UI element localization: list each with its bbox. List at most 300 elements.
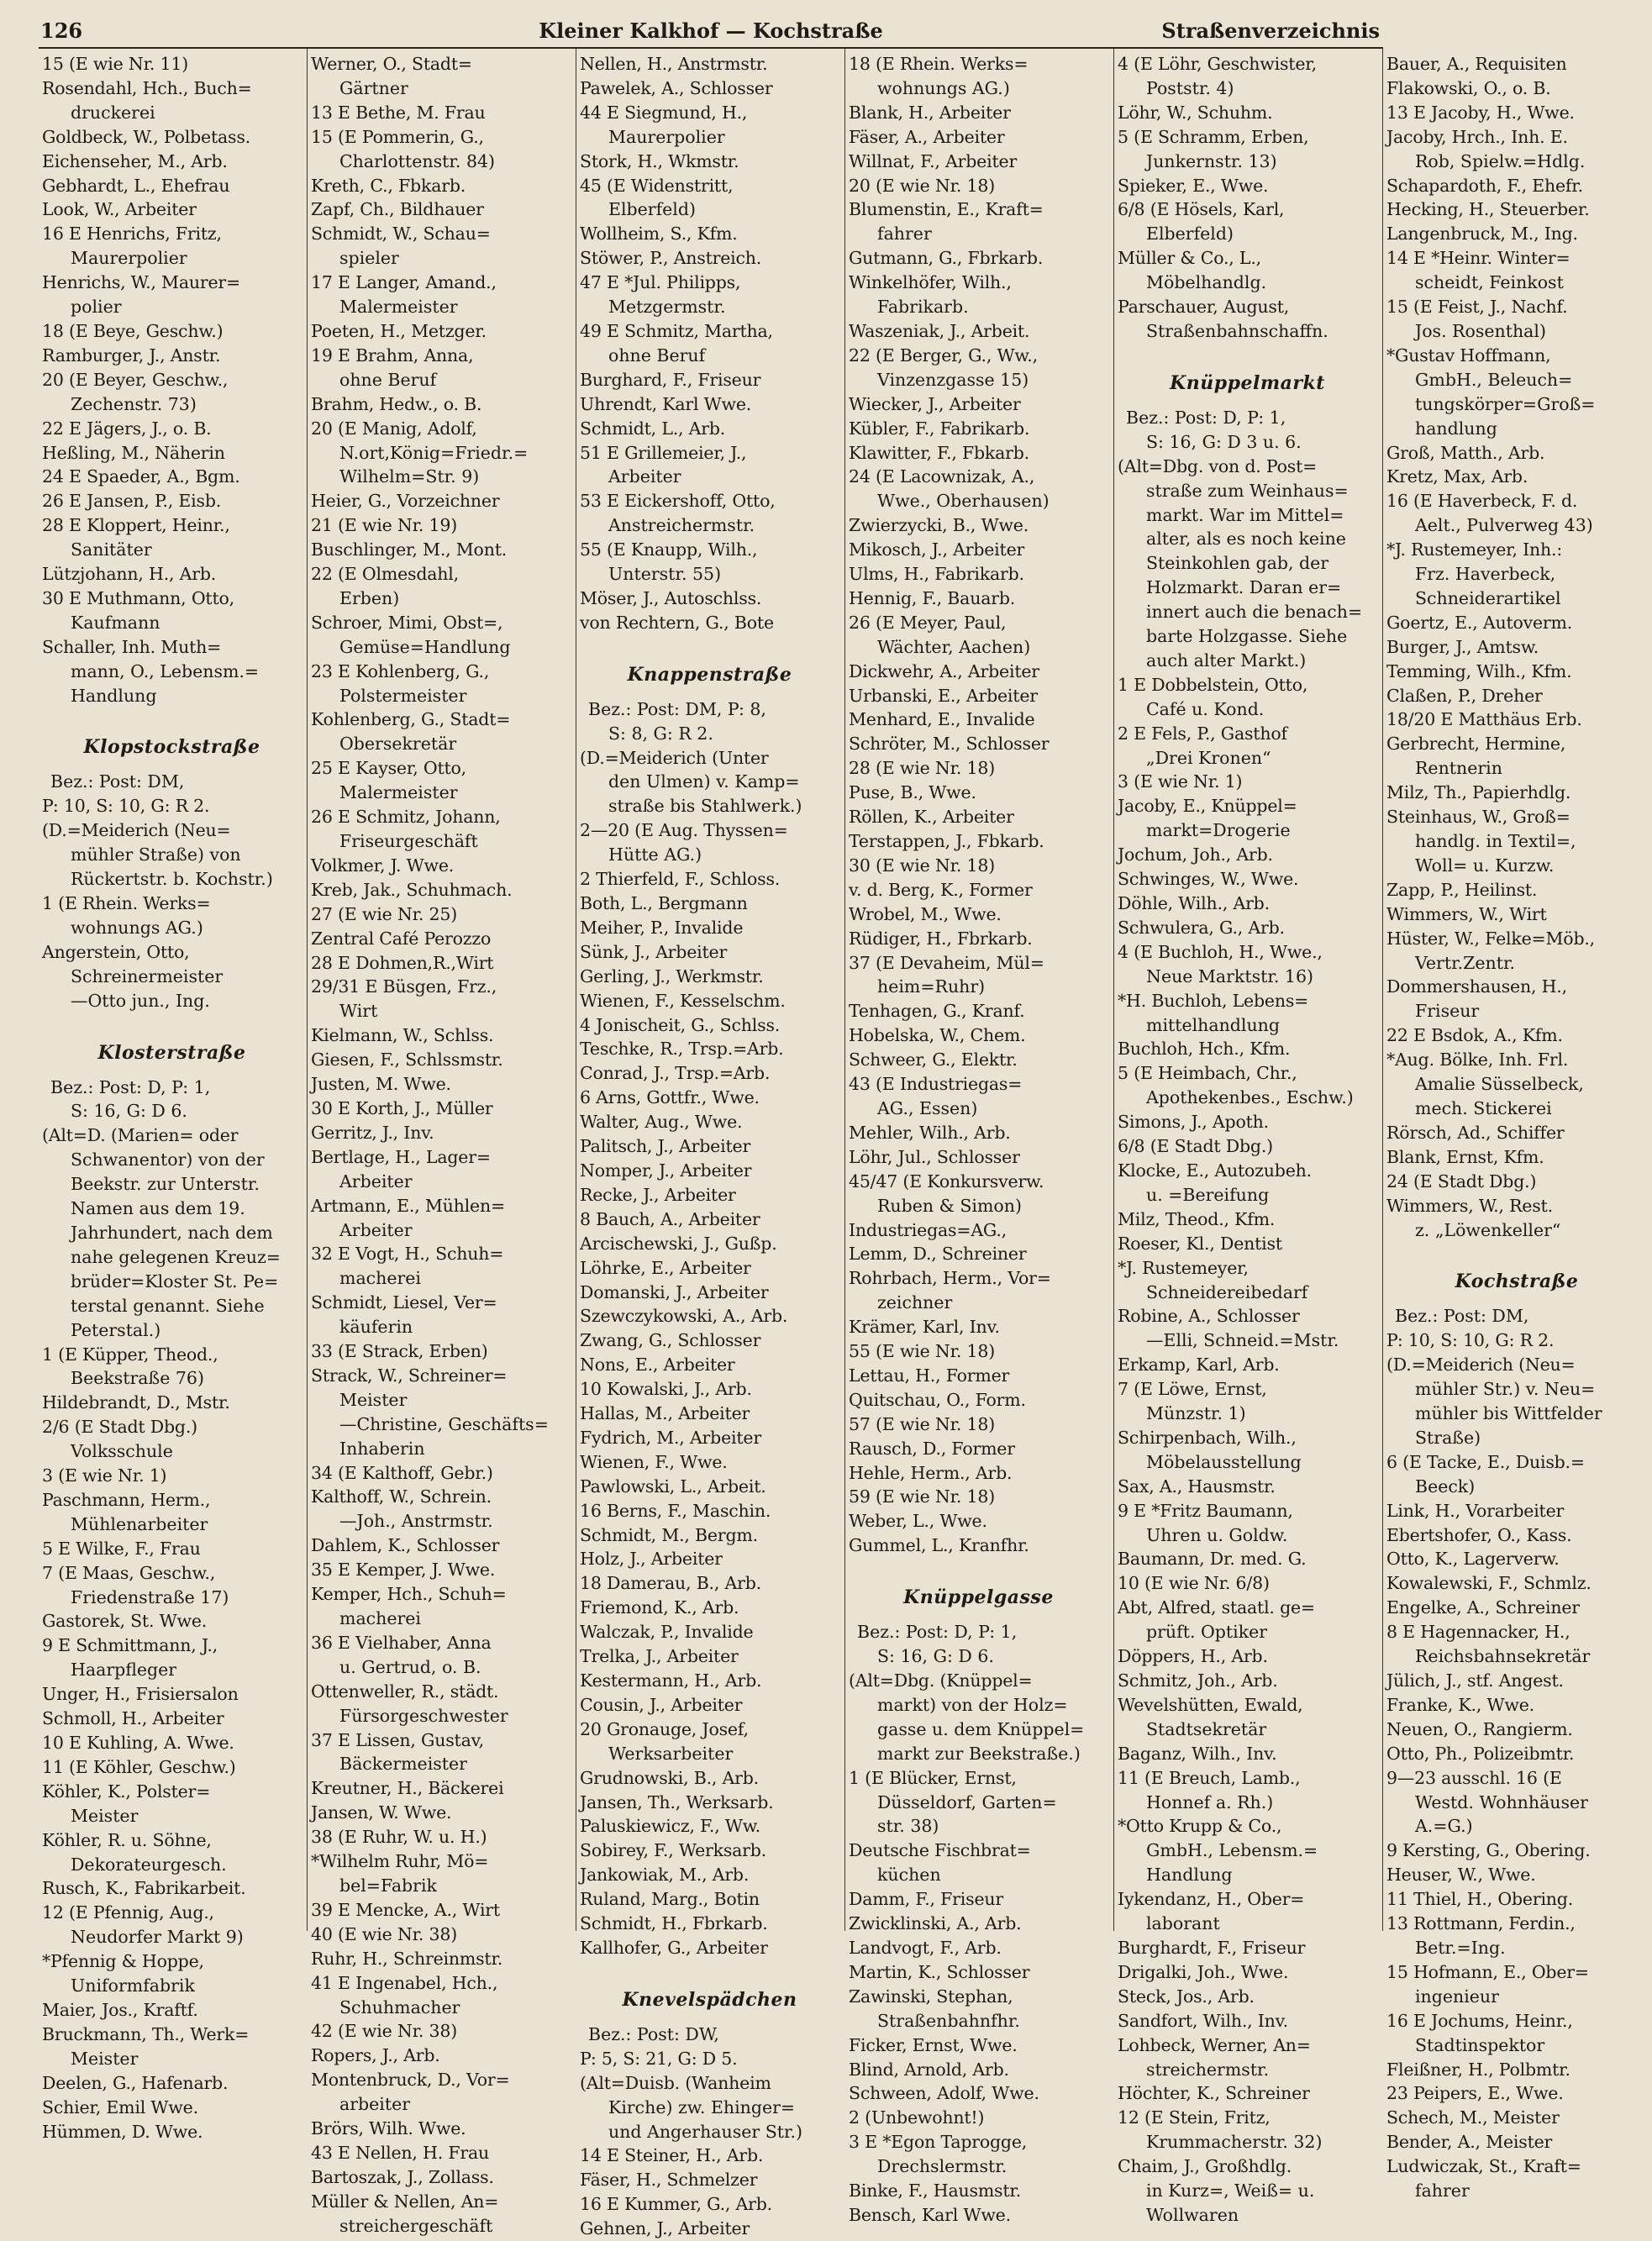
district-info: Bez.: Post: DW, xyxy=(588,2023,719,2044)
entry-line: 11 (E Breuch, Lamb., xyxy=(1118,1767,1301,1788)
entry-line: 2 Thierfeld, F., Schloss. xyxy=(580,869,781,890)
entry-line: Maier, Jos., Kraftf. xyxy=(42,1999,198,2020)
entry-continuation: Volksschule xyxy=(71,1441,173,1462)
district-info: Bez.: Post: DM, P: 8, xyxy=(588,698,766,719)
entry-line: Werner, O., Stadt= xyxy=(311,54,472,74)
entry-continuation: Meister xyxy=(339,1389,408,1410)
entry-continuation: Rentnerin xyxy=(1415,758,1502,779)
entry-continuation: markt zur Beekstraße.) xyxy=(877,1743,1081,1764)
section-title: Straßenverzeichnis xyxy=(1161,18,1380,43)
entry-line: Winkelhöfer, Wilh., xyxy=(849,272,1012,293)
entry-line: Rusch, K., Fabrikarbeit. xyxy=(42,1878,246,1899)
entry-line: Neuen, O., Rangierm. xyxy=(1386,1718,1573,1739)
entry-continuation: den Ulmen) v. Kamp= xyxy=(608,771,800,792)
entry-line: Bartoszak, J., Zollass. xyxy=(311,2166,494,2187)
entry-line: Schier, Emil Wwe. xyxy=(42,2096,198,2117)
entry-line: 7 (E Maas, Geschw., xyxy=(42,1562,216,1583)
entry-line: Lützjohann, H., Arb. xyxy=(42,564,217,585)
entry-continuation: mech. Stickerei xyxy=(1415,1097,1552,1118)
entry-continuation: S: 16, G: D 3 u. 6. xyxy=(1146,431,1302,452)
entry-line: 57 (E wie Nr. 18) xyxy=(849,1413,996,1434)
entry-continuation: Betr.=Ing. xyxy=(1415,1937,1506,1958)
entry-line: Bruckmann, Th., Werk= xyxy=(42,2023,250,2044)
entry-line: 16 E Henrichs, Fritz, xyxy=(42,224,222,245)
entry-continuation: Namen aus dem 19. xyxy=(71,1198,245,1219)
entry-line: 9—23 ausschl. 16 (E xyxy=(1386,1767,1562,1788)
entry-continuation: fahrer xyxy=(1415,2181,1470,2202)
entry-line: 16 E Kummer, G., Arb. xyxy=(580,2194,772,2215)
entry-line: Gerling, J., Werkmstr. xyxy=(580,965,764,986)
entry-line: 3 E *Egon Taprogge, xyxy=(849,2132,1028,2153)
entry-line: 26 E Jansen, P., Eisb. xyxy=(42,491,222,512)
entry-continuation: Sanitäter xyxy=(71,539,152,560)
entry-line: 9 E Schmittmann, J., xyxy=(42,1635,218,1656)
entry-line: 15 Hofmann, E., Ober= xyxy=(1386,1961,1589,1982)
column-5 xyxy=(1114,49,1383,2225)
entry-line: Müller & Nellen, An= xyxy=(311,2191,499,2212)
entry-line: Deelen, G., Hafenarb. xyxy=(42,2072,229,2093)
entry-line: Simons, J., Apoth. xyxy=(1118,1112,1269,1133)
entry-line: Mikosch, J., Arbeiter xyxy=(849,539,1025,560)
entry-line: Pawelek, A., Schlosser xyxy=(580,77,773,98)
entry-line: Waszeniak, J., Arbeit. xyxy=(849,320,1030,341)
entry-continuation: Arbeiter xyxy=(608,466,681,487)
entry-line: Justen, M. Wwe. xyxy=(311,1074,451,1095)
entry-line: 3 (E wie Nr. 1) xyxy=(42,1465,167,1486)
entry-line: Jacoby, E., Knüppel= xyxy=(1118,796,1297,817)
entry-line: Palitsch, J., Arbeiter xyxy=(580,1136,751,1157)
street-heading: Knüppelmarkt xyxy=(1170,371,1325,394)
entry-line: Schech, M., Meister xyxy=(1386,2107,1560,2128)
entry-line: Nellen, H., Anstrmstr. xyxy=(580,54,768,74)
entry-line: Hümmen, D. Wwe. xyxy=(42,2121,203,2142)
entry-continuation: Woll= u. Kurzw. xyxy=(1415,855,1555,876)
entry-line: Schweer, G., Elektr. xyxy=(849,1049,1018,1071)
entry-continuation: Vertr.Zentr. xyxy=(1415,952,1516,973)
entry-line: Kretz, Max, Arb. xyxy=(1386,466,1528,487)
entry-line: Jülich, J., stf. Angest. xyxy=(1386,1670,1564,1691)
entry-line: Jansen, W. Wwe. xyxy=(311,1802,452,1823)
entry-continuation: Neue Marktstr. 16) xyxy=(1146,965,1314,986)
entry-line: 12 (E Stein, Fritz, xyxy=(1118,2107,1271,2128)
entry-continuation: Wwe., Oberhausen) xyxy=(877,491,1050,512)
entry-line: Wienen, F., Wwe. xyxy=(580,1451,728,1472)
entry-line: 14 E *Heinr. Winter= xyxy=(1386,248,1570,269)
entry-continuation: straße zum Weinhaus= xyxy=(1146,480,1349,501)
entry-line: Klawitter, F., Fbkarb. xyxy=(849,442,1029,463)
entry-continuation: AG., Essen) xyxy=(877,1097,978,1118)
entry-continuation: Dekorateurgesch. xyxy=(71,1854,227,1875)
entry-continuation: Mühlenarbeiter xyxy=(71,1513,208,1534)
entry-continuation: Ruben & Simon) xyxy=(877,1195,1022,1216)
entry-line: Bertlage, H., Lager= xyxy=(311,1146,491,1167)
entry-line: Artmann, E., Mühlen= xyxy=(311,1195,505,1216)
entry-continuation: käuferin xyxy=(339,1317,413,1338)
entry-continuation: Schuhmacher xyxy=(339,1996,460,2017)
entry-line: Otto, K., Lagerverw. xyxy=(1386,1549,1560,1570)
entry-line: 25 E Kayser, Otto, xyxy=(311,758,466,779)
entry-line: 16 E Jochums, Heinr., xyxy=(1386,2010,1573,2031)
entry-line: Otto, Ph., Polizeibmtr. xyxy=(1386,1743,1575,1764)
entry-line: Klocke, E., Autozubeh. xyxy=(1118,1160,1312,1181)
entry-line: Sandfort, Wilh., Inv. xyxy=(1118,2010,1288,2031)
entry-line: Cousin, J., Arbeiter xyxy=(580,1694,743,1715)
entry-line: 6 (E Tacke, E., Duisb.= xyxy=(1386,1451,1585,1472)
entry-line: *J. Rustemeyer, xyxy=(1118,1257,1249,1278)
entry-line: 40 (E wie Nr. 38) xyxy=(311,1923,458,1944)
entry-line: 28 E Kloppert, Heinr., xyxy=(42,515,230,536)
column-1 xyxy=(39,49,308,2142)
entry-line: Steinhaus, W., Groß= xyxy=(1386,807,1570,828)
entry-line: Döppers, H., Arb. xyxy=(1118,1646,1268,1667)
entry-continuation: Westd. Wohnhäuser xyxy=(1415,1791,1588,1812)
entry-line: Montenbruck, D., Vor= xyxy=(311,2070,510,2091)
entry-continuation: ohne Beruf xyxy=(608,345,706,366)
entry-continuation: tungskörper=Groß= xyxy=(1415,393,1596,414)
entry-line: Look, W., Arbeiter xyxy=(42,199,197,220)
entry-line: Schmidt, L., Arb. xyxy=(580,418,726,439)
entry-line: Sax, A., Hausmstr. xyxy=(1118,1476,1276,1497)
entry-line: 7 (E Löwe, Ernst, xyxy=(1118,1379,1267,1400)
entry-line: 22 (E Berger, G., Ww., xyxy=(849,345,1038,366)
entry-line: Heier, G., Vorzeichner xyxy=(311,491,500,512)
entry-line: 20 (E Beyer, Geschw., xyxy=(42,369,229,390)
entry-continuation: Jahrhundert, nach dem xyxy=(71,1222,273,1243)
entry-continuation: mühler bis Wittfelder xyxy=(1415,1403,1602,1424)
entry-line: Engelke, A., Schreiner xyxy=(1386,1597,1580,1618)
entry-line: 24 (E Stadt Dbg.) xyxy=(1386,1170,1537,1192)
entry-line: Schmidt, W., Schau= xyxy=(311,224,491,245)
entry-line: 20 (E Manig, Adolf, xyxy=(311,418,477,439)
entry-line: 6/8 (E Hösels, Karl, xyxy=(1118,199,1285,220)
entry-line: 18 (E Rhein. Werks= xyxy=(849,54,1029,74)
entry-line: Fäser, H., Schmelzer xyxy=(580,2170,758,2191)
entry-line: 5 E Wilke, F., Frau xyxy=(42,1538,201,1559)
entry-line: Wiecker, J., Arbeiter xyxy=(849,393,1021,414)
entry-continuation: Friedenstraße 17) xyxy=(71,1586,229,1607)
entry-line: 17 E Langer, Amand., xyxy=(311,272,497,293)
entry-line: Abt, Alfred, staatl. ge= xyxy=(1118,1597,1315,1618)
entry-continuation: wohnungs AG.) xyxy=(71,917,203,938)
entry-continuation: Schwanentor) von der xyxy=(71,1149,265,1170)
entry-continuation: Wächter, Aachen) xyxy=(877,636,1031,657)
entry-continuation: Uhren u. Goldw. xyxy=(1146,1524,1288,1545)
entry-line: 36 E Vielhaber, Anna xyxy=(311,1632,492,1653)
entry-continuation: Handlung xyxy=(1146,1865,1233,1886)
entry-continuation: z. „Löwenkeller“ xyxy=(1415,1219,1561,1240)
entry-line: Hehle, Herm., Arb. xyxy=(849,1462,1013,1483)
entry-continuation: streichermstr. xyxy=(1146,2059,1270,2080)
entry-line: P: 10, S: 10, G: R 2. xyxy=(1386,1330,1555,1351)
entry-line: *H. Buchloh, Lebens= xyxy=(1118,990,1309,1011)
entry-line: Temming, Wilh., Kfm. xyxy=(1386,660,1572,681)
entry-line: Kestermann, H., Arb. xyxy=(580,1670,762,1691)
entry-line: Holz, J., Arbeiter xyxy=(580,1549,723,1570)
entry-continuation: Handlung xyxy=(71,685,157,706)
entry-line: (Alt=Dbg. von d. Post= xyxy=(1118,455,1318,476)
entry-continuation: Wirt xyxy=(339,1001,378,1022)
entry-line: 10 (E wie Nr. 6/8) xyxy=(1118,1573,1270,1594)
entry-line: Ramburger, J., Anstr. xyxy=(42,345,221,366)
column-4 xyxy=(845,49,1114,2225)
entry-line: Schaller, Inh. Muth= xyxy=(42,636,222,657)
entry-line: Hildebrandt, D., Mstr. xyxy=(42,1392,230,1413)
entry-line: Steck, Jos., Arb. xyxy=(1118,1986,1255,2007)
entry-line: Dahlem, K., Schlosser xyxy=(311,1535,500,1556)
entry-continuation: Zechenstr. 73) xyxy=(71,393,197,414)
entry-line: Rosendahl, Hch., Buch= xyxy=(42,77,252,98)
entry-line: 11 (E Köhler, Geschw.) xyxy=(42,1756,236,1777)
entry-continuation: Düsseldorf, Garten= xyxy=(877,1791,1057,1812)
street-heading: Kochstraße xyxy=(1455,1270,1579,1293)
entry-line: P: 10, S: 10, G: R 2. xyxy=(42,796,210,817)
entry-continuation: macherei xyxy=(339,1608,421,1628)
entry-continuation: Drechslermstr. xyxy=(877,2156,1008,2177)
entry-continuation: Beekstr. zur Unterstr. xyxy=(71,1174,260,1195)
entry-line: Nomper, J., Arbeiter xyxy=(580,1160,752,1181)
entry-line: von Rechtern, G., Bote xyxy=(580,612,774,633)
entry-line: Buschlinger, M., Mont. xyxy=(311,539,508,560)
entry-line: 47 E *Jul. Philipps, xyxy=(580,272,741,293)
entry-continuation: polier xyxy=(71,297,122,318)
entry-continuation: Obersekretär xyxy=(339,734,457,755)
entry-line: 10 Kowalski, J., Arb. xyxy=(580,1379,752,1400)
entry-line: Dickwehr, A., Arbeiter xyxy=(849,660,1039,681)
entry-line: *Aug. Bölke, Inh. Frl. xyxy=(1386,1049,1569,1071)
entry-continuation: Uniformfabrik xyxy=(71,1975,195,1996)
entry-line: Krämer, Karl, Inv. xyxy=(849,1317,1000,1338)
entry-line: Volkmer, J. Wwe. xyxy=(311,855,455,876)
entry-line: *Pfennig & Hoppe, xyxy=(42,1951,204,1972)
entry-continuation: Elberfeld) xyxy=(608,199,696,220)
entry-line: Ruland, Marg., Botin xyxy=(580,1889,760,1910)
entry-continuation: Malermeister xyxy=(339,782,458,803)
entry-line: Ruhr, H., Schreinmstr. xyxy=(311,1948,503,1969)
entry-line: Goldbeck, W., Polbetass. xyxy=(42,126,250,147)
entry-line: Sünk, J., Arbeiter xyxy=(580,941,728,962)
entry-line: Brörs, Wilh. Wwe. xyxy=(311,2118,466,2139)
entry-line: Drigalki, Joh., Wwe. xyxy=(1118,1961,1289,1982)
entry-continuation: Maurerpolier xyxy=(71,248,187,269)
entry-line: 9 Kersting, G., Obering. xyxy=(1386,1840,1591,1861)
entry-line: 23 Peipers, E., Wwe. xyxy=(1386,2083,1564,2104)
entry-line: Henrichs, W., Maurer= xyxy=(42,272,240,293)
entry-continuation: Aelt., Pulverweg 43) xyxy=(1415,515,1593,536)
entry-line: 43 E Nellen, H. Frau xyxy=(311,2142,489,2163)
entry-line: Angerstein, Otto, xyxy=(42,941,190,962)
entry-continuation: Beekstraße 76) xyxy=(71,1368,204,1389)
entry-continuation: u. =Bereifung xyxy=(1146,1184,1270,1205)
entry-line: *Otto Krupp & Co., xyxy=(1118,1816,1282,1837)
entry-line: Erkamp, Karl, Arb. xyxy=(1118,1355,1280,1376)
entry-line: Stork, H., Wkmstr. xyxy=(580,150,739,171)
entry-continuation: laborant xyxy=(1146,1913,1220,1934)
district-info: Bez.: Post: DM, xyxy=(50,771,185,792)
entry-continuation: Wollwaren xyxy=(1146,2204,1239,2225)
entry-line: Kowalewski, F., Schmlz. xyxy=(1386,1573,1591,1594)
entry-continuation: S: 16, G: D 6. xyxy=(877,1646,994,1667)
entry-line: 1 E Dobbelstein, Otto, xyxy=(1118,674,1308,695)
entry-line: Brahm, Hedw., o. B. xyxy=(311,393,482,414)
entry-line: Lemm, D., Schreiner xyxy=(849,1244,1027,1265)
entry-continuation: Friseurgeschäft xyxy=(339,831,478,851)
entry-continuation: markt) von der Holz= xyxy=(877,1694,1068,1715)
entry-continuation: Gärtner xyxy=(339,77,408,98)
entry-line: Stöwer, P., Anstreich. xyxy=(580,248,762,269)
entry-line: Wevelshütten, Ewald, xyxy=(1118,1694,1303,1715)
column-2 xyxy=(308,49,576,2236)
entry-line: 37 (E Devaheim, Mül= xyxy=(849,952,1044,973)
entry-line: Recke, J., Arbeiter xyxy=(580,1184,736,1205)
entry-line: 20 (E wie Nr. 18) xyxy=(849,175,996,196)
entry-line: 2/6 (E Stadt Dbg.) xyxy=(42,1417,197,1438)
entry-line: Hecking, H., Steuerber. xyxy=(1386,199,1590,220)
entry-line: Friemond, K., Arb. xyxy=(580,1597,739,1618)
entry-line: 26 (E Meyer, Paul, xyxy=(849,612,1007,633)
entry-line: 26 E Schmitz, Johann, xyxy=(311,807,501,828)
entry-line: Rohrbach, Herm., Vor= xyxy=(849,1268,1051,1289)
entry-continuation: küchen xyxy=(877,1865,941,1886)
street-heading: Knappenstraße xyxy=(627,663,792,686)
entry-continuation: terstal genannt. Siehe xyxy=(71,1295,265,1316)
entry-line: Schween, Adolf, Wwe. xyxy=(849,2083,1039,2104)
entry-continuation: Vinzenzgasse 15) xyxy=(877,369,1029,390)
entry-line: Baganz, Wilh., Inv. xyxy=(1118,1743,1277,1764)
entry-line: Löhr, W., Schuhm. xyxy=(1118,102,1273,123)
entry-line: 33 (E Strack, Erben) xyxy=(311,1341,488,1362)
entry-continuation: GmbH., Beleuch= xyxy=(1415,369,1573,390)
entry-line: 2 E Fels, P., Gasthof xyxy=(1118,723,1287,744)
entry-line: Bender, A., Meister xyxy=(1386,2132,1553,2153)
entry-line: Fleißner, H., Polbmtr. xyxy=(1386,2059,1570,2080)
entry-line: 6/8 (E Stadt Dbg.) xyxy=(1118,1136,1273,1157)
entry-line: Ficker, Ernst, Wwe. xyxy=(849,2034,1018,2055)
entry-line: Zawinski, Stephan, xyxy=(849,1986,1013,2007)
entry-line: 24 E Spaeder, A., Bgm. xyxy=(42,466,240,487)
entry-continuation: Metzgermstr. xyxy=(608,297,726,318)
entry-line: Wienen, F., Kesselschm. xyxy=(580,990,786,1011)
entry-continuation: fahrer xyxy=(877,224,932,245)
entry-continuation: S: 16, G: D 6. xyxy=(71,1101,187,1122)
entry-continuation: straße bis Stahlwerk.) xyxy=(608,796,802,817)
entry-continuation: Peterstal.) xyxy=(71,1319,161,1340)
entry-line: Hobelska, W., Chem. xyxy=(849,1025,1026,1046)
entry-continuation: und Angerhauser Str.) xyxy=(608,2121,803,2142)
entry-continuation: Jos. Rosenthal) xyxy=(1415,320,1546,341)
entry-line: Landvogt, F., Arb. xyxy=(849,1937,1002,1958)
entry-continuation: macherei xyxy=(339,1268,421,1289)
entry-line: Kallhofer, G., Arbeiter xyxy=(580,1937,768,1958)
entry-line: Nons, E., Arbeiter xyxy=(580,1355,735,1376)
entry-line: Zwierzycki, B., Wwe. xyxy=(849,515,1029,536)
entry-line: 4 (E Buchloh, H., Wwe., xyxy=(1118,941,1323,962)
entry-line: Giesen, F., Schlssmstr. xyxy=(311,1049,503,1071)
entry-continuation: Amalie Süsselbeck, xyxy=(1415,1074,1584,1095)
entry-line: Ludwiczak, St., Kraft= xyxy=(1386,2156,1581,2177)
entry-line: Lohbeck, Werner, An= xyxy=(1118,2034,1311,2055)
street-heading: Klosterstraße xyxy=(97,1041,246,1064)
entry-line: 27 (E wie Nr. 25) xyxy=(311,903,458,924)
entry-line: 28 (E wie Nr. 18) xyxy=(849,758,996,779)
page-header xyxy=(39,13,1383,49)
entry-line: Unger, H., Frisiersalon xyxy=(42,1684,239,1705)
entry-line: Binke, F., Hausmstr. xyxy=(849,2181,1022,2202)
entry-continuation: Poststr. 4) xyxy=(1146,77,1234,98)
entry-line: 30 (E wie Nr. 18) xyxy=(849,855,996,876)
entry-continuation: Fürsorgeschwester xyxy=(339,1705,508,1726)
entry-line: 30 E Korth, J., Müller xyxy=(311,1097,493,1118)
entry-continuation: Straßenbahnfhr. xyxy=(877,2010,1020,2031)
entry-line: Mehler, Wilh., Arb. xyxy=(849,1122,1011,1143)
entry-line: 37 E Lissen, Gustav, xyxy=(311,1729,484,1750)
entry-line: 35 E Kemper, J. Wwe. xyxy=(311,1560,496,1581)
entry-line: Iykendanz, H., Ober= xyxy=(1118,1889,1305,1910)
entry-continuation: alter, als es noch keine xyxy=(1146,529,1346,550)
entry-continuation: brüder=Kloster St. Pe= xyxy=(71,1270,279,1291)
entry-line: 10 E Kuhling, A. Wwe. xyxy=(42,1733,234,1753)
entry-line: Gehnen, J., Arbeiter xyxy=(580,2218,750,2239)
entry-line: (D.=Meiderich (Unter xyxy=(580,747,769,768)
entry-line: Schmitz, Joh., Arb. xyxy=(1118,1670,1278,1691)
entry-line: 18 (E Beye, Geschw.) xyxy=(42,320,224,341)
entry-continuation: Rückertstr. b. Kochstr.) xyxy=(71,869,273,890)
entry-line: Heuser, W., Wwe. xyxy=(1386,1865,1536,1886)
entry-line: Heßling, M., Näherin xyxy=(42,442,225,463)
entry-continuation: Meister xyxy=(71,1805,139,1826)
entry-line: 14 E Steiner, H., Arb. xyxy=(580,2145,764,2166)
entry-line: Paluskiewicz, F., Ww. xyxy=(580,1816,760,1837)
entry-line: Martin, K., Schlosser xyxy=(849,1961,1030,1982)
entry-line: Poeten, H., Metzger. xyxy=(311,320,487,341)
entry-continuation: ohne Beruf xyxy=(339,369,437,390)
entry-continuation: auch alter Markt.) xyxy=(1146,650,1307,671)
entry-line: 9 E *Fritz Baumann, xyxy=(1118,1500,1293,1521)
entry-continuation: Schneiderartikel xyxy=(1415,587,1561,608)
entry-continuation: markt=Drogerie xyxy=(1146,820,1291,841)
entry-continuation: Möbelausstellung xyxy=(1146,1451,1302,1472)
entry-line: 49 E Schmitz, Martha, xyxy=(580,320,773,341)
entry-line: Röllen, K., Arbeiter xyxy=(849,807,1014,828)
entry-line: Schmoll, H., Arbeiter xyxy=(42,1708,224,1729)
entry-continuation: Reichsbahnsekretär xyxy=(1415,1646,1591,1667)
entry-line: Ottenweller, R., städt. xyxy=(311,1681,499,1702)
entry-line: Schwinges, W., Wwe. xyxy=(1118,869,1299,890)
entry-line: Schirpenbach, Wilh., xyxy=(1118,1427,1297,1448)
entry-line: Kübler, F., Fabrikarb. xyxy=(849,418,1030,439)
entry-line: (D.=Meiderich (Neu= xyxy=(1386,1355,1576,1376)
entry-line: Gerbrecht, Hermine, xyxy=(1386,734,1566,755)
entry-line: Willnat, F., Arbeiter xyxy=(849,150,1018,171)
entry-continuation: Neudorfer Markt 9) xyxy=(71,1927,244,1948)
entry-line: Löhr, Jul., Schlosser xyxy=(849,1146,1020,1167)
entry-line: Goertz, E., Autoverm. xyxy=(1386,612,1573,633)
entry-line: Zapf, Ch., Bildhauer xyxy=(311,199,484,220)
entry-continuation: str. 38) xyxy=(877,1816,939,1837)
entry-continuation: Hütte AG.) xyxy=(608,844,702,865)
entry-line: Schapardoth, F., Ehefr. xyxy=(1386,175,1583,196)
entry-line: Schmidt, M., Bergm. xyxy=(580,1524,758,1545)
entry-continuation: Möbelhandlg. xyxy=(1146,272,1267,293)
entry-line: P: 5, S: 21, G: D 5. xyxy=(580,2048,738,2069)
entry-line: Zwang, G., Schlosser xyxy=(580,1330,761,1351)
street-heading: Knevelspädchen xyxy=(622,1988,797,2011)
entry-continuation: Kirche) zw. Ehinger= xyxy=(608,2096,796,2117)
entry-continuation: bel=Fabrik xyxy=(339,1875,437,1896)
entry-line: Both, L., Bergmann xyxy=(580,893,748,913)
entry-line: 30 E Muthmann, Otto, xyxy=(42,587,234,608)
entry-line: 38 (E Ruhr, W. u. H.) xyxy=(311,1827,487,1848)
entry-line: Tenhagen, G., Kranf. xyxy=(849,1001,1025,1022)
